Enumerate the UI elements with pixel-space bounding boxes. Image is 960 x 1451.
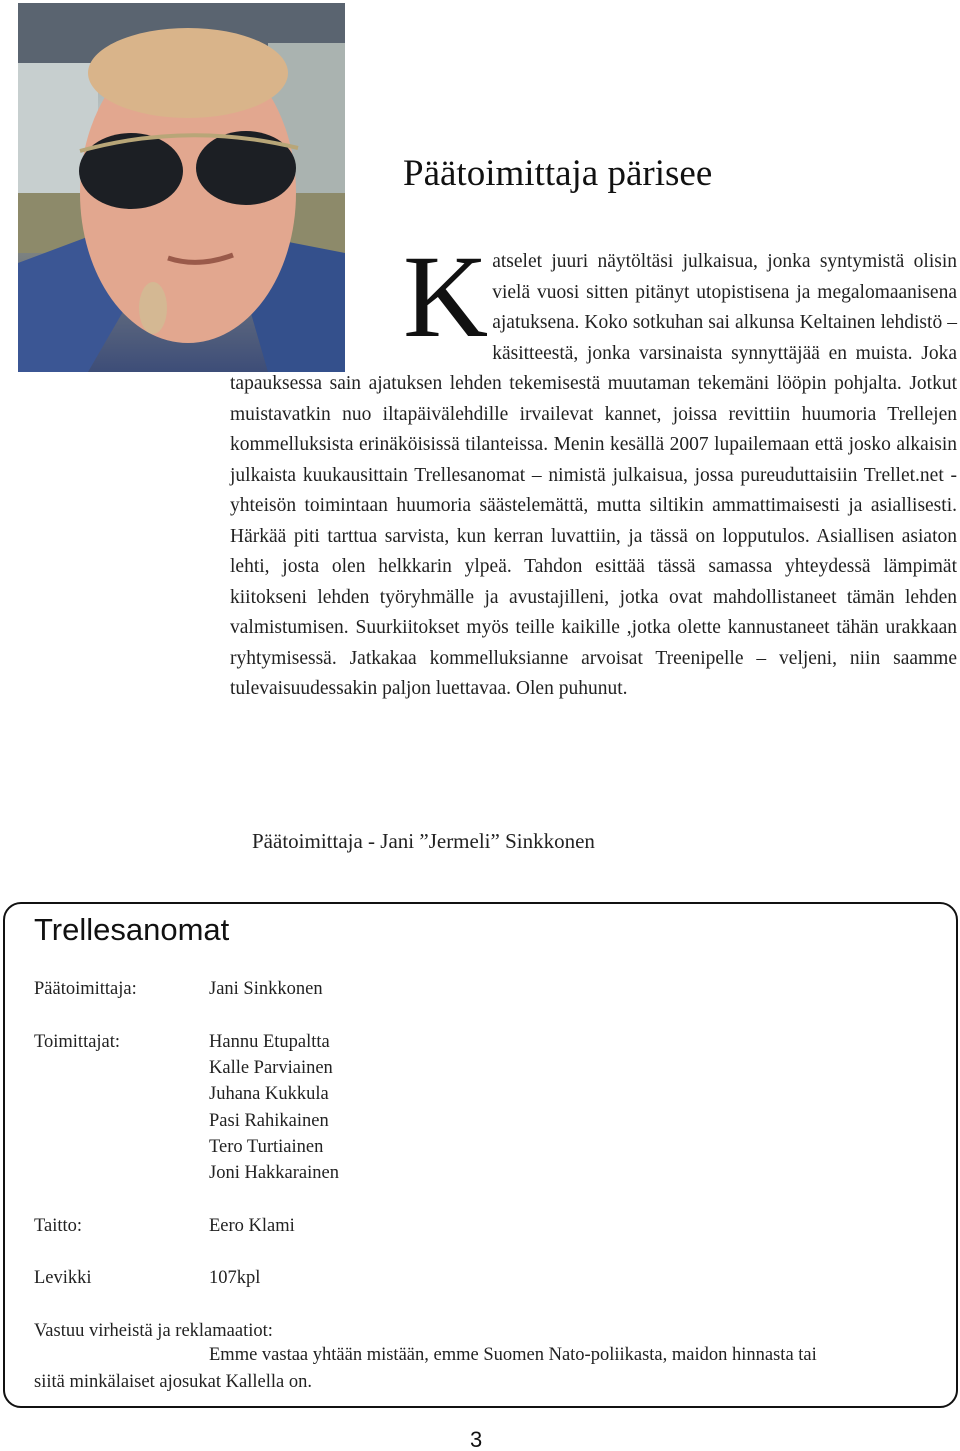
editor-name: Joni Hakkarainen bbox=[209, 1163, 339, 1183]
disclaimer-label: Vastuu virheistä ja reklamaatiot: bbox=[34, 1321, 273, 1341]
drop-cap: K bbox=[403, 231, 489, 362]
circulation-label: Levikki bbox=[34, 1268, 92, 1288]
editor-in-chief-label: Päätoimittaja: bbox=[34, 979, 137, 999]
masthead-box bbox=[3, 902, 958, 1408]
article-title: Päätoimittaja pärisee bbox=[403, 153, 713, 194]
article-body bbox=[230, 231, 957, 705]
disclaimer-line-2: siitä minkälaiset ajosukat Kallella on. bbox=[34, 1371, 312, 1392]
editor-in-chief-value: Jani Sinkkonen bbox=[209, 979, 323, 999]
circulation-value: 107kpl bbox=[209, 1268, 261, 1288]
editor-name: Juhana Kukkula bbox=[209, 1084, 329, 1104]
article-signature: Päätoimittaja - Jani ”Jermeli” Sinkkonen bbox=[252, 829, 595, 853]
editor-name: Tero Turtiainen bbox=[209, 1137, 324, 1157]
layout-label: Taitto: bbox=[34, 1216, 83, 1236]
masthead-title: Trellesanomat bbox=[34, 912, 230, 947]
article-text: atselet juuri näytöltäsi julkaisua, jonka syntymistä olisin vielä vuosi sitten pitänyt utopistisena ja megalomaanisena ajatuksena. Koko sotkuhan sai alkunsa Keltainen lehdistö – käsitteestä, jonka varsinaista synnyttäjää en muista. Joka tapauksessa sain ajatuksen lehden tekemisestä muutaman tekemäni lööpin pohjalta. Jotkut muistavatkin nuo iltapäivälehdille irvailevat kannet, joissa revittiin huumoria Trellejen kommelluksista erinäköisissä tilanteissa. Menin kesällä 2007 lupailemaan että josko alkaisin julkaista kuukausittain Trellesanomat – nimistä julkaisua, jossa pureuduttaisiin Trellet.net -yhteisön toimintaan huumoria säästelemättä, mutta siltikin ammattimaisesti ja asiallisesti. Härkää piti tarttua sarvista, kun kerran luvattiin, ja tässä on lopputulos. Asiallisen asiaton lehti, josta olen helkkarin ylpeä. Tahdon esittää tässä samassa yhteydessä lämpimät kiitokseni lehden työryhmälle ja avustajilleni, jotka ovat mahdollistaneet tämän lehden valmistumisen. Suurkiitokset myös teille kaikille ,jotka olette kannustaneet tähän urakkaan ryhtymisessä. Jatkakaa kommelluksianne arvoisat Treenipelle – veljeni, niin saamme tulevaisuudessakin paljon luettavaa. Olen puhunut. bbox=[230, 251, 957, 699]
layout-value: Eero Klami bbox=[209, 1216, 295, 1236]
disclaimer-text bbox=[34, 1342, 914, 1395]
editor-name: Kalle Parviainen bbox=[209, 1058, 333, 1078]
disclaimer-line-1: Emme vastaa yhtään mistään, emme Suomen Nato-poliikasta, maidon hinnasta tai bbox=[209, 1345, 817, 1365]
editors-label: Toimittajat: bbox=[34, 1032, 121, 1052]
editor-name: Pasi Rahikainen bbox=[209, 1111, 329, 1131]
page-number: 3 bbox=[470, 1427, 483, 1451]
editor-name: Hannu Etupaltta bbox=[209, 1032, 330, 1052]
